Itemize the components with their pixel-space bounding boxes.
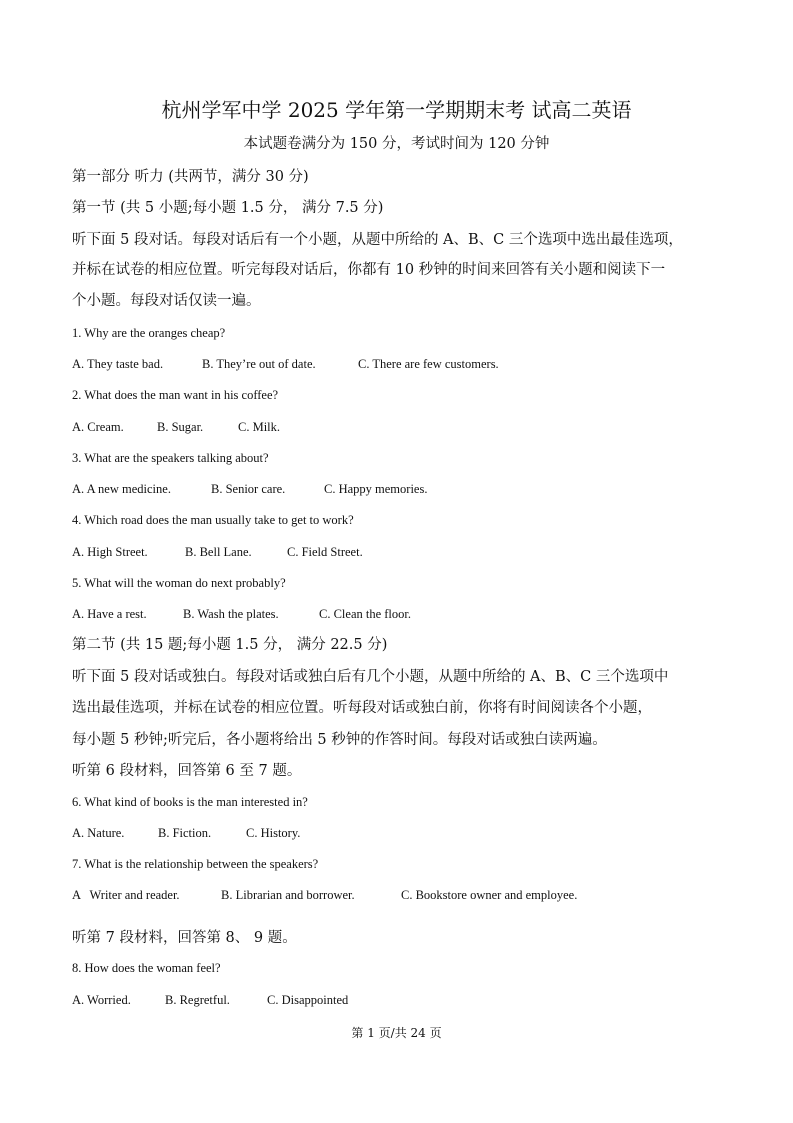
option-c: C. Happy memories.	[324, 482, 428, 496]
option-a: A. High Street.	[72, 545, 148, 559]
group-heading: 听第 7 段材料，回答第 8、 9 题。	[72, 930, 297, 946]
option-b: B. Sugar.	[157, 420, 204, 434]
question-text: 4. Which road does the man usually take to get to work?	[72, 513, 354, 527]
group-heading: 听第 6 段材料，回答第 6 至 7 题。	[72, 763, 302, 779]
page-footer: 第 1 页/共 24 页	[351, 1026, 442, 1040]
option-c: C. Clean the floor.	[319, 607, 411, 621]
option-b: B. Fiction.	[158, 826, 212, 840]
question-options	[72, 418, 732, 436]
option-b: B. Wash the plates.	[183, 607, 279, 621]
question-options	[72, 605, 732, 623]
option-a: A. A new medicine.	[72, 482, 171, 496]
section2-instruction-line: 每小题 5 秒钟;听完后，各小题将给出 5 秒钟的作答时间。每段对话或独白读两遍。	[72, 732, 607, 748]
section2-heading: 第二节 (共 15 题;每小题 1.5 分， 满分 22.5 分)	[72, 637, 388, 653]
question-text: 7. What is the relationship between the speakers?	[72, 857, 319, 871]
section1-heading: 第一节 (共 5 小题;每小题 1.5 分， 满分 7.5 分)	[72, 200, 384, 216]
question-text: 3. What are the speakers talking about?	[72, 451, 269, 465]
option-a: A. Cream.	[72, 420, 124, 434]
question-text: 2. What does the man want in his coffee?	[72, 388, 279, 402]
option-a: A. Have a rest.	[72, 607, 147, 621]
question-text: 1. Why are the oranges cheap?	[72, 326, 226, 340]
page-subtitle: 本试题卷满分为 150 分，考试时间为 120 分钟	[243, 136, 550, 152]
option-b: B. Regretful.	[165, 993, 230, 1007]
section1-instruction-line: 听下面 5 段对话。每段对话后有一个小题，从题中所给的 A、B、C 三个选项中选出最佳选项，	[72, 232, 683, 248]
question-options	[72, 991, 732, 1009]
question-options	[72, 355, 732, 373]
page-title: 杭州学军中学 2025 学年第一学期期末考 试高二英语	[161, 98, 632, 122]
option-a: A. They taste bad.	[72, 357, 164, 371]
option-c: C. Bookstore owner and employee.	[401, 888, 578, 902]
option-a: A. Nature.	[72, 826, 125, 840]
option-b: B. Bell Lane.	[185, 545, 252, 559]
question-text: 5. What will the woman do next probably?	[72, 576, 286, 590]
option-a: A Writer and reader.	[72, 888, 180, 902]
question-options	[72, 480, 732, 498]
option-c: C. History.	[246, 826, 301, 840]
question-options	[72, 824, 732, 842]
option-c: C. Disappointed	[267, 993, 349, 1007]
section2-instruction-line: 选出最佳选项，并标在试卷的相应位置。听每段对话或独白前，你将有时间阅读各个小题，	[72, 700, 652, 716]
question-text: 6. What kind of books is the man interested in?	[72, 795, 308, 809]
option-b: B. Senior care.	[211, 482, 286, 496]
option-c: C. Milk.	[238, 420, 281, 434]
question-options	[72, 886, 732, 904]
option-c: C. Field Street.	[287, 545, 363, 559]
question-text: 8. How does the woman feel?	[72, 961, 221, 975]
option-a: A. Worried.	[72, 993, 131, 1007]
question-options	[72, 543, 732, 561]
section1-instruction-line: 并标在试卷的相应位置。听完每段对话后，你都有 10 秒钟的时间来回答有关小题和阅读下一	[72, 262, 666, 278]
section1-instruction-line: 个小题。每段对话仅读一遍。	[72, 293, 261, 309]
section2-instruction-line: 听下面 5 段对话或独白。每段对话或独白后有几个小题，从题中所给的 A、B、C 三个选项中	[72, 669, 669, 685]
part1-heading: 第一部分 听力 (共两节，满分 30 分)	[72, 169, 309, 185]
option-b: B. Librarian and borrower.	[221, 888, 355, 902]
option-c: C. There are few customers.	[358, 357, 499, 371]
option-b: B. They’re out of date.	[202, 357, 316, 371]
